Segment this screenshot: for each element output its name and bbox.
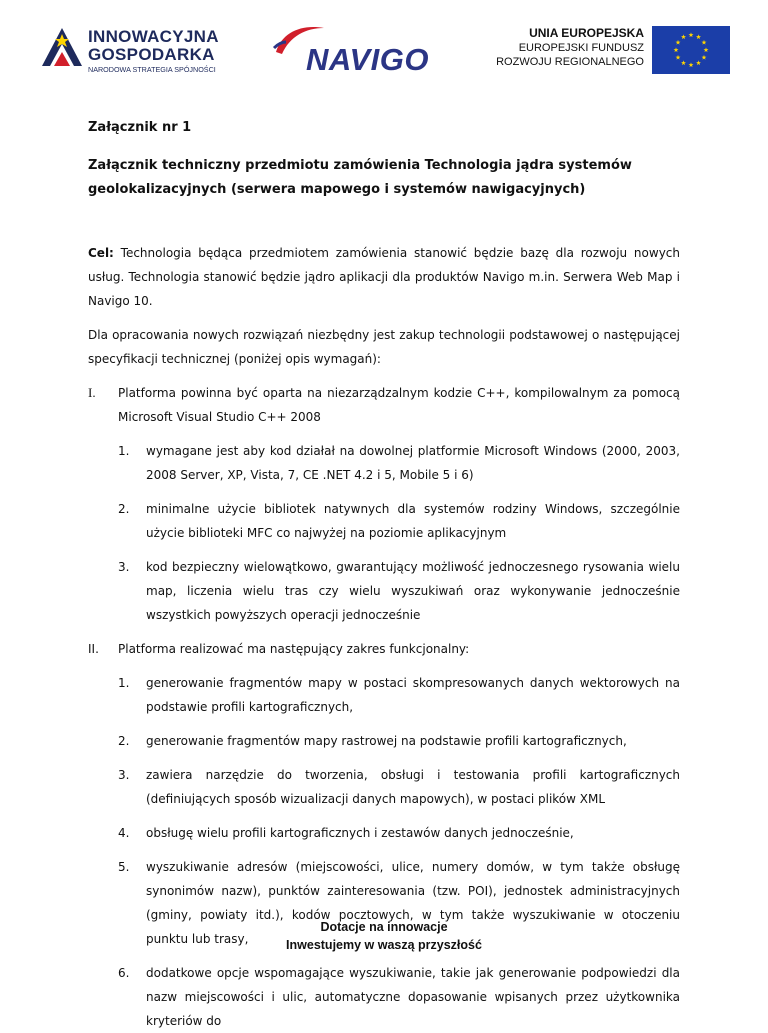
item-text: zawiera narzędzie do tworzenia, obsługi i testowania profili kartograficznych (definiujących sposób wizualizacji danych mapowych), w postaci plików XML (146, 768, 680, 806)
section-number: I. (88, 385, 96, 400)
annex-heading: Załącznik nr 1 (88, 120, 192, 135)
eu-logo-texts (496, 26, 644, 69)
item-number: 2. (118, 502, 130, 516)
list-item (118, 729, 680, 753)
list-item (118, 439, 680, 487)
ig-emblem-icon (40, 26, 84, 72)
item-number: 3. (118, 560, 130, 574)
ig-logo-line1: INNOWACYJNA (88, 27, 219, 46)
footer-line2: Inwestujemy w waszą przyszłość (286, 938, 482, 952)
list-item (118, 763, 680, 811)
list-item (118, 961, 680, 1033)
list-item (118, 671, 680, 719)
item-text: dodatkowe opcje wspomagające wyszukiwanie, takie jak generowanie podpowiedzi dla nazw miejscowości i ulic, automatyczne dopasowanie wpisanych przez użytkownika kryteriów do (146, 966, 680, 1028)
item-text: wymagane jest aby kod działał na dowolnej platformie Microsoft Windows (2000, 2003, 2008 Server, XP, Vista, 7, CE .NET 4.2 i 5, Mobile 5 i 6) (146, 444, 680, 482)
eu-logo-line1: UNIA EUROPEJSKA (529, 26, 644, 40)
innowacyjna-gospodarka-logo (40, 20, 220, 80)
item-text: minimalne użycie bibliotek natywnych dla systemów rodziny Windows, szczególnie użycie biblioteki MFC co najwyżej na poziomie aplikacyjnym (146, 502, 680, 540)
list-item (118, 555, 680, 627)
ig-logo-line3: NARODOWA STRATEGIA SPÓJNOŚCI (88, 65, 216, 74)
item-text: generowanie fragmentów mapy w postaci skompresowanych danych wektorowych na podstawie profili kartograficznych, (146, 676, 680, 714)
list-item (118, 497, 680, 545)
item-number: 3. (118, 768, 130, 782)
goal-text: Technologia będąca przedmiotem zamówienia stanowić będzie bazę dla rozwoju nowych usług. Technologia stanowić będzie jądro aplikacji dla produktów Navigo m.in. Serwera Web Map i Navigo 10. (88, 246, 680, 308)
section-1-list (118, 439, 680, 627)
item-number: 1. (118, 444, 130, 458)
ig-logo-line2: GOSPODARKA (88, 45, 215, 64)
intro-paragraph: Dla opracowania nowych rozwiązań niezbędny jest zakup technologii podstawowej o następującej specyfikacji technicznej (poniżej opis wymagań): (88, 328, 680, 366)
item-number: 6. (118, 966, 130, 980)
item-number: 4. (118, 826, 130, 840)
eu-flag-icon (652, 26, 730, 74)
list-item (118, 821, 680, 845)
eu-logo-line3: ROZWOJU REGIONALNEGO (496, 56, 644, 68)
item-text: obsługę wielu profili kartograficznych i zestawów danych jednocześnie, (146, 826, 574, 840)
navigo-logo (272, 22, 442, 78)
section-1 (88, 381, 680, 627)
section-number: II. (88, 642, 99, 656)
goal-paragraph (88, 241, 680, 313)
footer-line1: Dotacje na innowacje (320, 920, 448, 934)
section-text: Platforma powinna być oparta na niezarządzalnym kodzie C++, kompilowalnym za pomocą Microsoft Visual Studio C++ 2008 (118, 386, 680, 424)
eu-logo-line2: EUROPEJSKI FUNDUSZ (518, 42, 644, 54)
item-number: 1. (118, 676, 130, 690)
page-footer (0, 918, 768, 954)
goal-label: Cel: (88, 246, 114, 260)
section-2-list (118, 671, 680, 1033)
section-text: Platforma realizować ma następujący zakres funkcjonalny: (118, 642, 470, 656)
item-text: generowanie fragmentów mapy rastrowej na podstawie profili kartograficznych, (146, 734, 627, 748)
item-text: wyszukiwanie adresów (miejscowości, ulice, numery domów, w tym także obsługę synonimów nazw), punktów zainteresowania (tzw. POI), jednostek administracyjnych (gminy, powiaty itd.), kodów pocztowych, w tym także wyszukiwanie w otoczeniu punktu lub trasy, (146, 860, 680, 946)
document-title: Załącznik techniczny przedmiotu zamówienia Technologia jądra systemów geolokalizacyjnych (serwera mapowego i systemów nawigacyjnych) (88, 158, 632, 197)
item-number: 2. (118, 734, 130, 748)
section-2 (88, 637, 680, 1033)
navigo-logo-text: NAVIGO (306, 42, 429, 77)
item-text: kod bezpieczny wielowątkowo, gwarantujący możliwość jednoczesnego rysowania wielu map, liczenia wielu tras czy wielu wyszukiwań oraz wykonywanie jednocześnie wszystkich powyższych operacji jednocześnie (146, 560, 680, 622)
document-body (88, 112, 680, 1033)
item-number: 5. (118, 860, 130, 874)
eu-logo (496, 26, 730, 74)
page-header (0, 0, 768, 100)
